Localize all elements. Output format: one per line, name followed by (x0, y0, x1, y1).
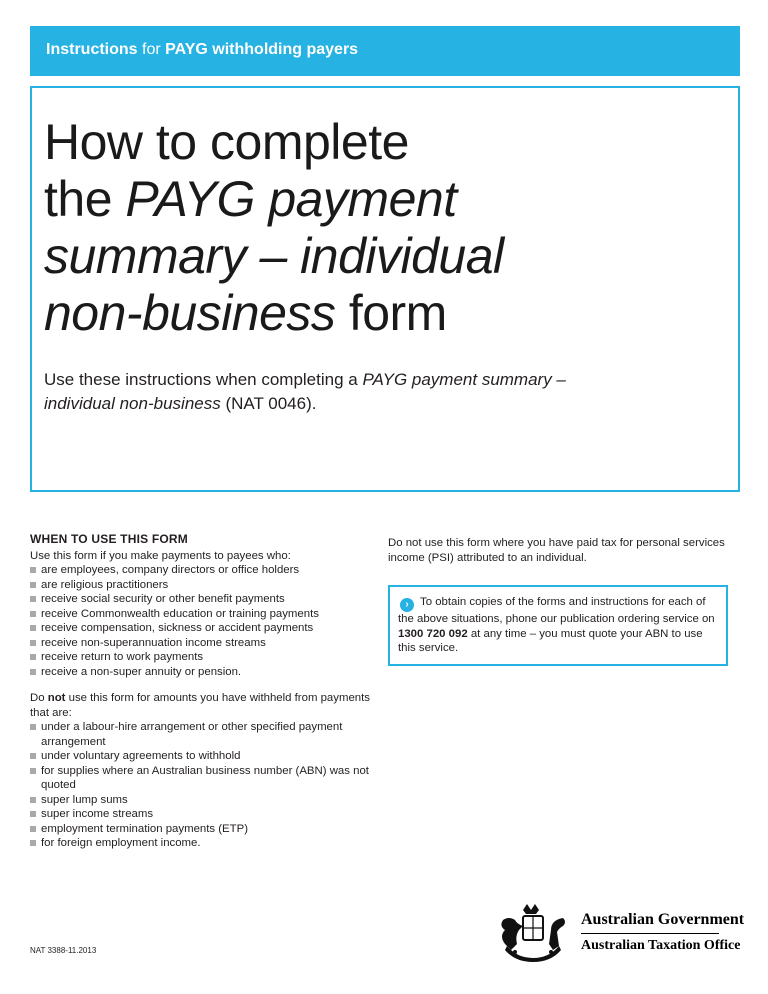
title-line-4-italic: non-business (44, 285, 336, 341)
not-use-intro (30, 691, 375, 720)
arrow-right-icon: › (400, 598, 414, 612)
title-panel (30, 86, 740, 492)
subtitle-post: (NAT 0046). (220, 394, 317, 413)
psi-note: Do not use this form where you have paid tax for personal services income (PSI) attributed to an individual. (388, 537, 725, 564)
government-name: Australian Government (581, 911, 745, 928)
right-column (388, 530, 728, 666)
agency-name: Australian Taxation Office (581, 938, 741, 953)
list-item: are employees, company directors or office holders (30, 563, 375, 578)
logo-divider (581, 933, 719, 934)
subtitle (44, 368, 604, 416)
subtitle-form-name: PAYG payment summary – individual non-business (44, 370, 566, 413)
list-item: are religious practitioners (30, 578, 375, 593)
list-item: receive a non-super annuity or pension. (30, 665, 375, 680)
government-logo (493, 900, 745, 966)
not-intro-pre: Do (30, 692, 48, 704)
list-item: receive Commonwealth education or training payments (30, 607, 375, 622)
header-prefix: Instructions (46, 41, 138, 58)
not-use-list (30, 720, 375, 851)
info-text-post: at any time – you must quote your ABN to use this service. (398, 627, 703, 654)
header-connector: for (142, 41, 161, 58)
use-intro: Use this form if you make payments to payees who: (30, 549, 291, 562)
list-item: under voluntary agreements to withhold (30, 749, 375, 764)
use-list (30, 563, 375, 679)
left-column (30, 530, 375, 851)
info-box (388, 585, 728, 666)
list-item: super lump sums (30, 793, 375, 808)
subtitle-pre: Use these instructions when completing a (44, 370, 363, 389)
list-item: for supplies where an Australian business number (ABN) was not quoted (30, 764, 375, 793)
page-title (44, 114, 504, 342)
title-line-2-italic: PAYG payment (125, 171, 457, 227)
title-line-2-plain: the (44, 171, 126, 227)
list-item: receive social security or other benefit payments (30, 592, 375, 607)
coat-of-arms-icon (493, 900, 573, 966)
title-line-4-plain: form (335, 285, 447, 341)
form-code: NAT 3388-11.2013 (30, 946, 97, 955)
info-text-pre: To obtain copies of the forms and instructions for each of the above situations, phone our publication ordering service on (398, 596, 715, 625)
list-item: receive return to work payments (30, 650, 375, 665)
title-line-3: summary – individual (44, 228, 504, 284)
header-band (30, 26, 740, 76)
list-item: receive compensation, sickness or accident payments (30, 621, 375, 636)
list-item: super income streams (30, 807, 375, 822)
section-heading: WHEN TO USE THIS FORM (30, 532, 188, 546)
not-intro-post: use this form for amounts you have withheld from payments that are: (30, 692, 370, 719)
phone-number: 1300 720 092 (398, 627, 468, 640)
header-audience: PAYG withholding payers (165, 41, 359, 58)
list-item: employment termination payments (ETP) (30, 822, 375, 837)
header-title (46, 41, 358, 59)
list-item: under a labour-hire arrangement or other specified payment arrangement (30, 720, 375, 749)
list-item: for foreign employment income. (30, 836, 375, 851)
title-line-1: How to complete (44, 114, 409, 170)
not-intro-bold: not (47, 692, 66, 704)
list-item: receive non-superannuation income streams (30, 636, 375, 651)
